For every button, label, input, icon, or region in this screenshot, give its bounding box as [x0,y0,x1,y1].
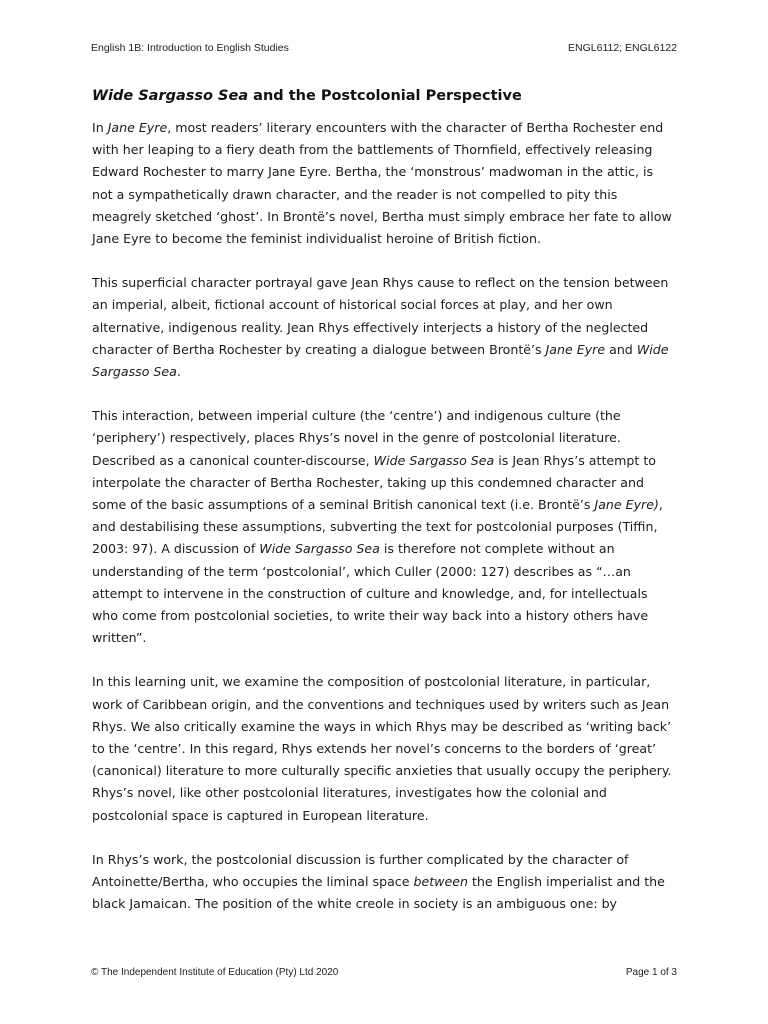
paragraph-2 [92,272,672,383]
text-run: the English imperialist and the black Jamaican. The position of the white creole in society is an ambiguous one: by [92,874,665,912]
italic-text-run: Jane Eyre [545,341,606,357]
page-footer [91,967,677,978]
text-run: . [176,364,181,380]
document-title-italic: Wide Sargasso Sea [92,88,249,104]
document-body [92,86,672,938]
italic-text-run: Wide Sargasso Sea [373,452,495,468]
text-run: is therefore not complete without an understanding of the term ‘postcolonial’, which Culler (2000: 127) describes as “…an attempt to intervene in the construction of culture and knowledge, and, for intellectuals who come from postcolonial societies, to write their way back into a history others have written”. [92,541,649,646]
italic-text-run: Wide Sargasso Sea [92,341,669,380]
footer-page-number: Page 1 of 3 [625,967,677,978]
text-run: This interaction, between imperial culture (the ‘centre’) and indigenous culture (the ‘periphery’) respectively, places Rhys’s novel in the genre of postcolonial literature. Described as a canonical counter-discourse, [92,408,621,468]
italic-text-run: Jane Eyre [107,120,168,135]
document-title-rest: and the Postcolonial Perspective [248,88,522,104]
text-run: and [605,341,637,357]
paragraph-5 [92,849,672,916]
text-run: , most readers’ literary encounters with the character of Bertha Rochester end with her leaping to a fiery death from the battlements of Thornfield, effectively releasing Edward Rochester to marry Jane Eyre. Bertha, the ‘monstrous’ madwoman in the attic, is not a sympathetically drawn character, and the reader is not compelled to pity this meagrely sketched ‘ghost’. In Brontë’s novel, Bertha must simply embrace her fate to allow Jane Eyre to become the feminist individualist heroine of British fiction. [92,120,672,247]
paragraph-3 [92,405,672,649]
text-run: This superficial character portrayal gave Jean Rhys cause to reflect on the tension between an imperial, albeit, fictional account of historical social forces at play, and her own alternative, indigenous reality. Jean Rhys effectively interjects a history of the neglected character of Bertha Rochester by creating a dialogue between Brontë’s [92,275,669,357]
page-header [91,42,677,54]
text-run: In [92,120,108,135]
footer-copyright: © The Independent Institute of Education (Pty) Ltd 2020 [91,967,339,978]
italic-text-run: Jane Eyre) [594,497,659,513]
italic-text-run: Wide Sargasso Sea [259,541,380,557]
text-run: In this learning unit, we examine the composition of postcolonial literature, in particular, work of Caribbean origin, and the conventions and techniques used by writers such as Jean Rhys. We also critically examine the ways in which Rhys may be described as ‘writing back’ to the ‘centre’. In this regard, Rhys extends her novel’s concerns to the borders of ‘great’ (canonical) literature to more culturally specific anxieties that usually occupy the periphery. Rhys’s novel, like other postcolonial literatures, investigates how the colonial and postcolonial space is captured in European literature. [92,674,672,823]
text-run: is Jean Rhys’s attempt to interpolate the character of Bertha Rochester, taking up this condemned character and some of the basic assumptions of a seminal British canonical text (i.e. Brontë’s [92,452,656,513]
header-course-title: English 1B: Introduction to English Studies [91,42,289,54]
paragraph-1 [92,117,672,250]
header-course-codes: ENGL6112; ENGL6122 [568,42,677,54]
document-title [92,86,672,106]
text-run: , and destabilising these assumptions, subverting the text for postcolonial purposes (Tiffin, 2003: 97). A discussion of [92,497,663,557]
paragraph-4 [92,671,672,826]
italic-text-run: between [413,874,468,890]
text-run: In Rhys’s work, the postcolonial discussion is further complicated by the character of Antoinette/Bertha, who occupies the liminal space [92,851,629,890]
